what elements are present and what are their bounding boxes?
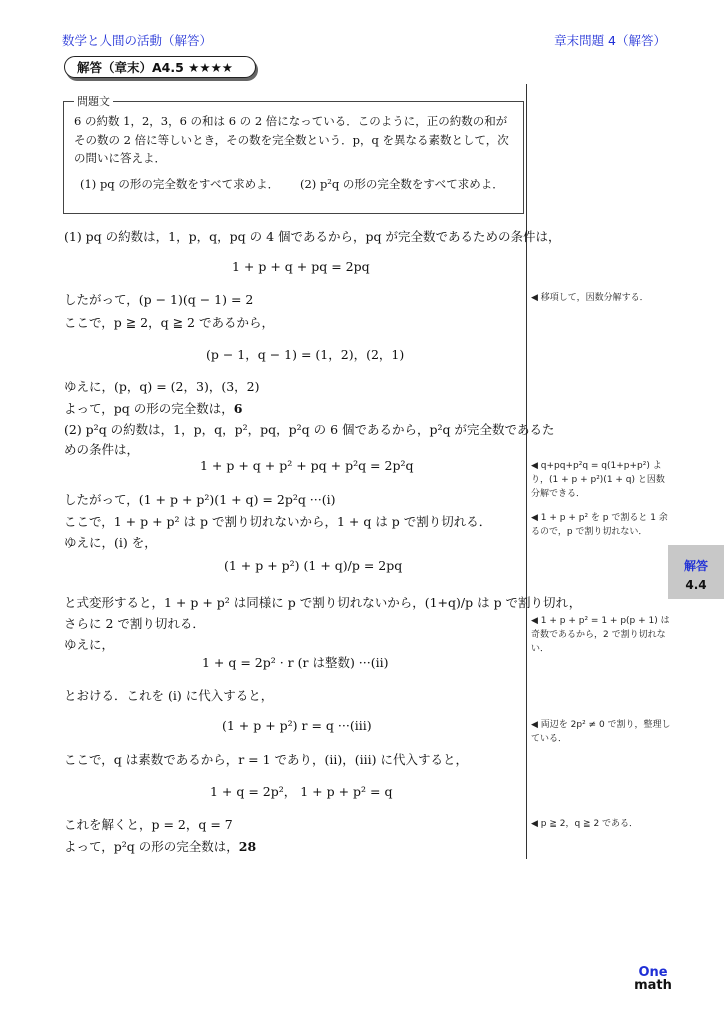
solution-line: ゆえに，(i) を， <box>64 535 157 550</box>
side-note: ◀ 両辺を 2p² ≠ 0 で割り，整理している． <box>531 720 671 744</box>
solution-line: これを解くと，p = 2，q = 7 <box>64 817 233 832</box>
equation: 1 + p + q + pq = 2pq <box>232 259 370 274</box>
problem-label: 問題文 <box>74 93 113 109</box>
equation: 1 + q = 2p²， 1 + p + p² = q <box>210 784 393 799</box>
equation: (1 + p + p²) r = q ···(iii) <box>222 718 372 733</box>
tab-label: 解答 <box>683 559 708 573</box>
problem-box <box>63 95 524 214</box>
equation: 1 + q = 2p² · r (r は整数) ···(ii) <box>202 655 389 670</box>
solution-line: とおける．これを (i) に代入すると， <box>64 688 274 703</box>
equation: 1 + p + q + p² + pq + p²q = 2p²q <box>200 458 414 473</box>
problem-sub-2: (2) p²q の形の完全数をすべて求めよ． <box>300 177 504 191</box>
solution-line: ここで，1 + p + p² は p で割り切れないから，1 + q は p で割り切れる． <box>64 514 492 529</box>
side-note: ◀ p ≧ 2，q ≧ 2 である． <box>531 819 639 829</box>
problem-sub-1: (1) pq の形の完全数をすべて求めよ． <box>80 177 280 191</box>
answer-value: 6 <box>233 401 243 416</box>
solution-line: (1) pq の約数は，1，p，q，pq の 4 個であるから，pq が完全数であるための条件は， <box>64 229 561 244</box>
solution-line <box>64 399 242 417</box>
header-right: 章末問題 4（解答） <box>554 33 666 48</box>
logo-bottom: math <box>634 978 672 993</box>
side-note: ◀ 1 + p + p² を p で割ると 1 余るので，p で割り切れない． <box>531 513 668 537</box>
solution-line <box>64 837 256 855</box>
solution-line: (2) p²q の約数は，1，p，q，p²，pq，p²q の 6 個であるから，p²q が完全数であるた <box>64 422 555 437</box>
side-note: ◀ 1 + p + p² = 1 + p(p + 1) は奇数であるから，2 で割り切れない． <box>531 616 670 654</box>
equation: (1 + p + p²) (1 + q)/p = 2pq <box>224 558 403 573</box>
conclusion-text: よって，p²q の形の完全数は， <box>64 839 239 854</box>
side-note: ◀ 移項して，因数分解する． <box>531 293 649 303</box>
answer-title: 解答（章末）A4.5 ★★★★ <box>64 56 256 78</box>
conclusion-text: よって，pq の形の完全数は， <box>64 401 234 416</box>
solution-line: めの条件は， <box>64 442 140 457</box>
solution-line: と式変形すると，1 + p + p² は同様に p で割り切れないから，(1+q)/p は p で割り切れ， <box>64 595 582 610</box>
header-left: 数学と人間の活動（解答） <box>62 33 213 48</box>
margin-divider <box>526 84 527 859</box>
solution-line: したがって，(1 + p + p²)(1 + q) = 2p²q ···(i) <box>64 492 336 507</box>
solution-line: したがって，(p − 1)(q − 1) = 2 <box>64 292 254 307</box>
equation: (p − 1，q − 1) = (1，2)，(2，1) <box>206 347 405 362</box>
side-note: ◀ q+pq+p²q = q(1+p+p²) より，(1 + p + p²)(1 + q) と因数分解できる． <box>531 461 665 499</box>
solution-line: ゆえに， <box>64 637 115 652</box>
onemath-logo <box>628 966 678 992</box>
chapter-tab <box>668 545 724 599</box>
tab-number: 4.4 <box>685 578 707 592</box>
problem-text: 6 の約数 1，2，3，6 の和は 6 の 2 倍になっている．このように，正の約数の和がその数の 2 倍に等しいとき，その数を完全数という．p，q を異なる素数として，次の問いに答えよ． <box>74 114 509 165</box>
solution-line: ここで，q は素数であるから，r = 1 であり，(ii)，(iii) に代入すると， <box>64 752 469 767</box>
solution-line: さらに 2 で割り切れる． <box>64 616 205 631</box>
solution-line: ここで，p ≧ 2，q ≧ 2 であるから， <box>64 315 274 330</box>
answer-value: 28 <box>238 839 257 854</box>
solution-line: ゆえに，(p，q) = (2，3)，(3，2) <box>64 379 260 394</box>
logo-top: One <box>638 965 668 980</box>
